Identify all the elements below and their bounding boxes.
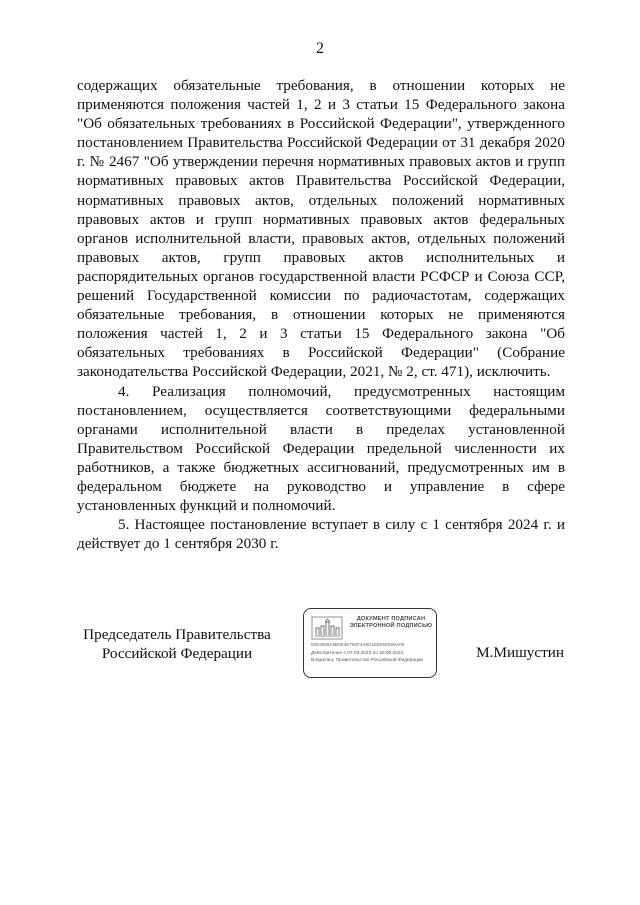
- esign-certificate-number: 00E3068A8B0E3E762F4A8C1B3E58D80A09: [311, 642, 405, 647]
- esign-title: [348, 616, 434, 630]
- electronic-signature-stamp: [303, 608, 437, 678]
- paragraph-continuation: содержащих обязательные требования, в отношении которых не применяются положения частей 1, 2 и 3 статьи 15 Федерального закона "Об обязательных требованиях в Российской Федерации", утвержденного постановлением Правительства Российской Федерации от 31 декабря 2020 г. № 2467 "Об утверждении перечня нормативных правовых актов и групп нормативных правовых актов Правительства Российской Федерации, нормативных правовых актов, отдельных положений нормативных правовых актов и групп нормативных правовых актов федеральных органов исполнительной власти, правовых актов, отдельных положений правовых актов, групп правовых актов исполнительных и распорядительных органов государственной власти РСФСР и Союза ССР, решений Государственной комиссии по радиочастотам, содержащих обязательные требования, в отношении которых не применяются положения частей 1, 2 и 3 статьи 15 Федерального закона "Об обязательных требованиях в Российской Федерации" (Собрание законодательства Российской Федерации, 2021, № 2, ст. 471), исключить.: [77, 77, 565, 381]
- signer-name: М.Мишустин: [476, 644, 564, 661]
- signer-position: [77, 625, 277, 663]
- signature-block: [0, 608, 640, 688]
- government-emblem-icon: [311, 616, 343, 640]
- esign-title-line2: ЭЛЕКТРОННОЙ ПОДПИСЬЮ: [349, 623, 433, 629]
- document-body: [77, 76, 565, 553]
- signer-position-line2: Российской Федерации: [101, 645, 253, 662]
- esign-owner: Владелец: Правительство Российской Федерации: [311, 658, 424, 663]
- signer-position-line1: Председатель Правительства: [83, 626, 271, 643]
- esign-validity: Действителен с 07.03.2023 по 30.05.2024: [311, 651, 404, 656]
- paragraph-item-4: 4. Реализация полномочий, предусмотренных настоящим постановлением, осуществляется соответствующими федеральными органами исполнительной власти в пределах установленной Правительством Российской Федерации предельной численности их работников, а также бюджетных ассигнований, предусмотренных им в федеральном бюджете на руководство и управление в сфере установленных функций и полномочий.: [77, 382, 565, 515]
- paragraph-item-5: 5. Настоящее постановление вступает в силу с 1 сентября 2024 г. и действует до 1 сентября 2030 г.: [77, 516, 565, 553]
- esign-title-line1: ДОКУМЕНТ ПОДПИСАН: [356, 616, 426, 622]
- page-number: 2: [316, 40, 324, 57]
